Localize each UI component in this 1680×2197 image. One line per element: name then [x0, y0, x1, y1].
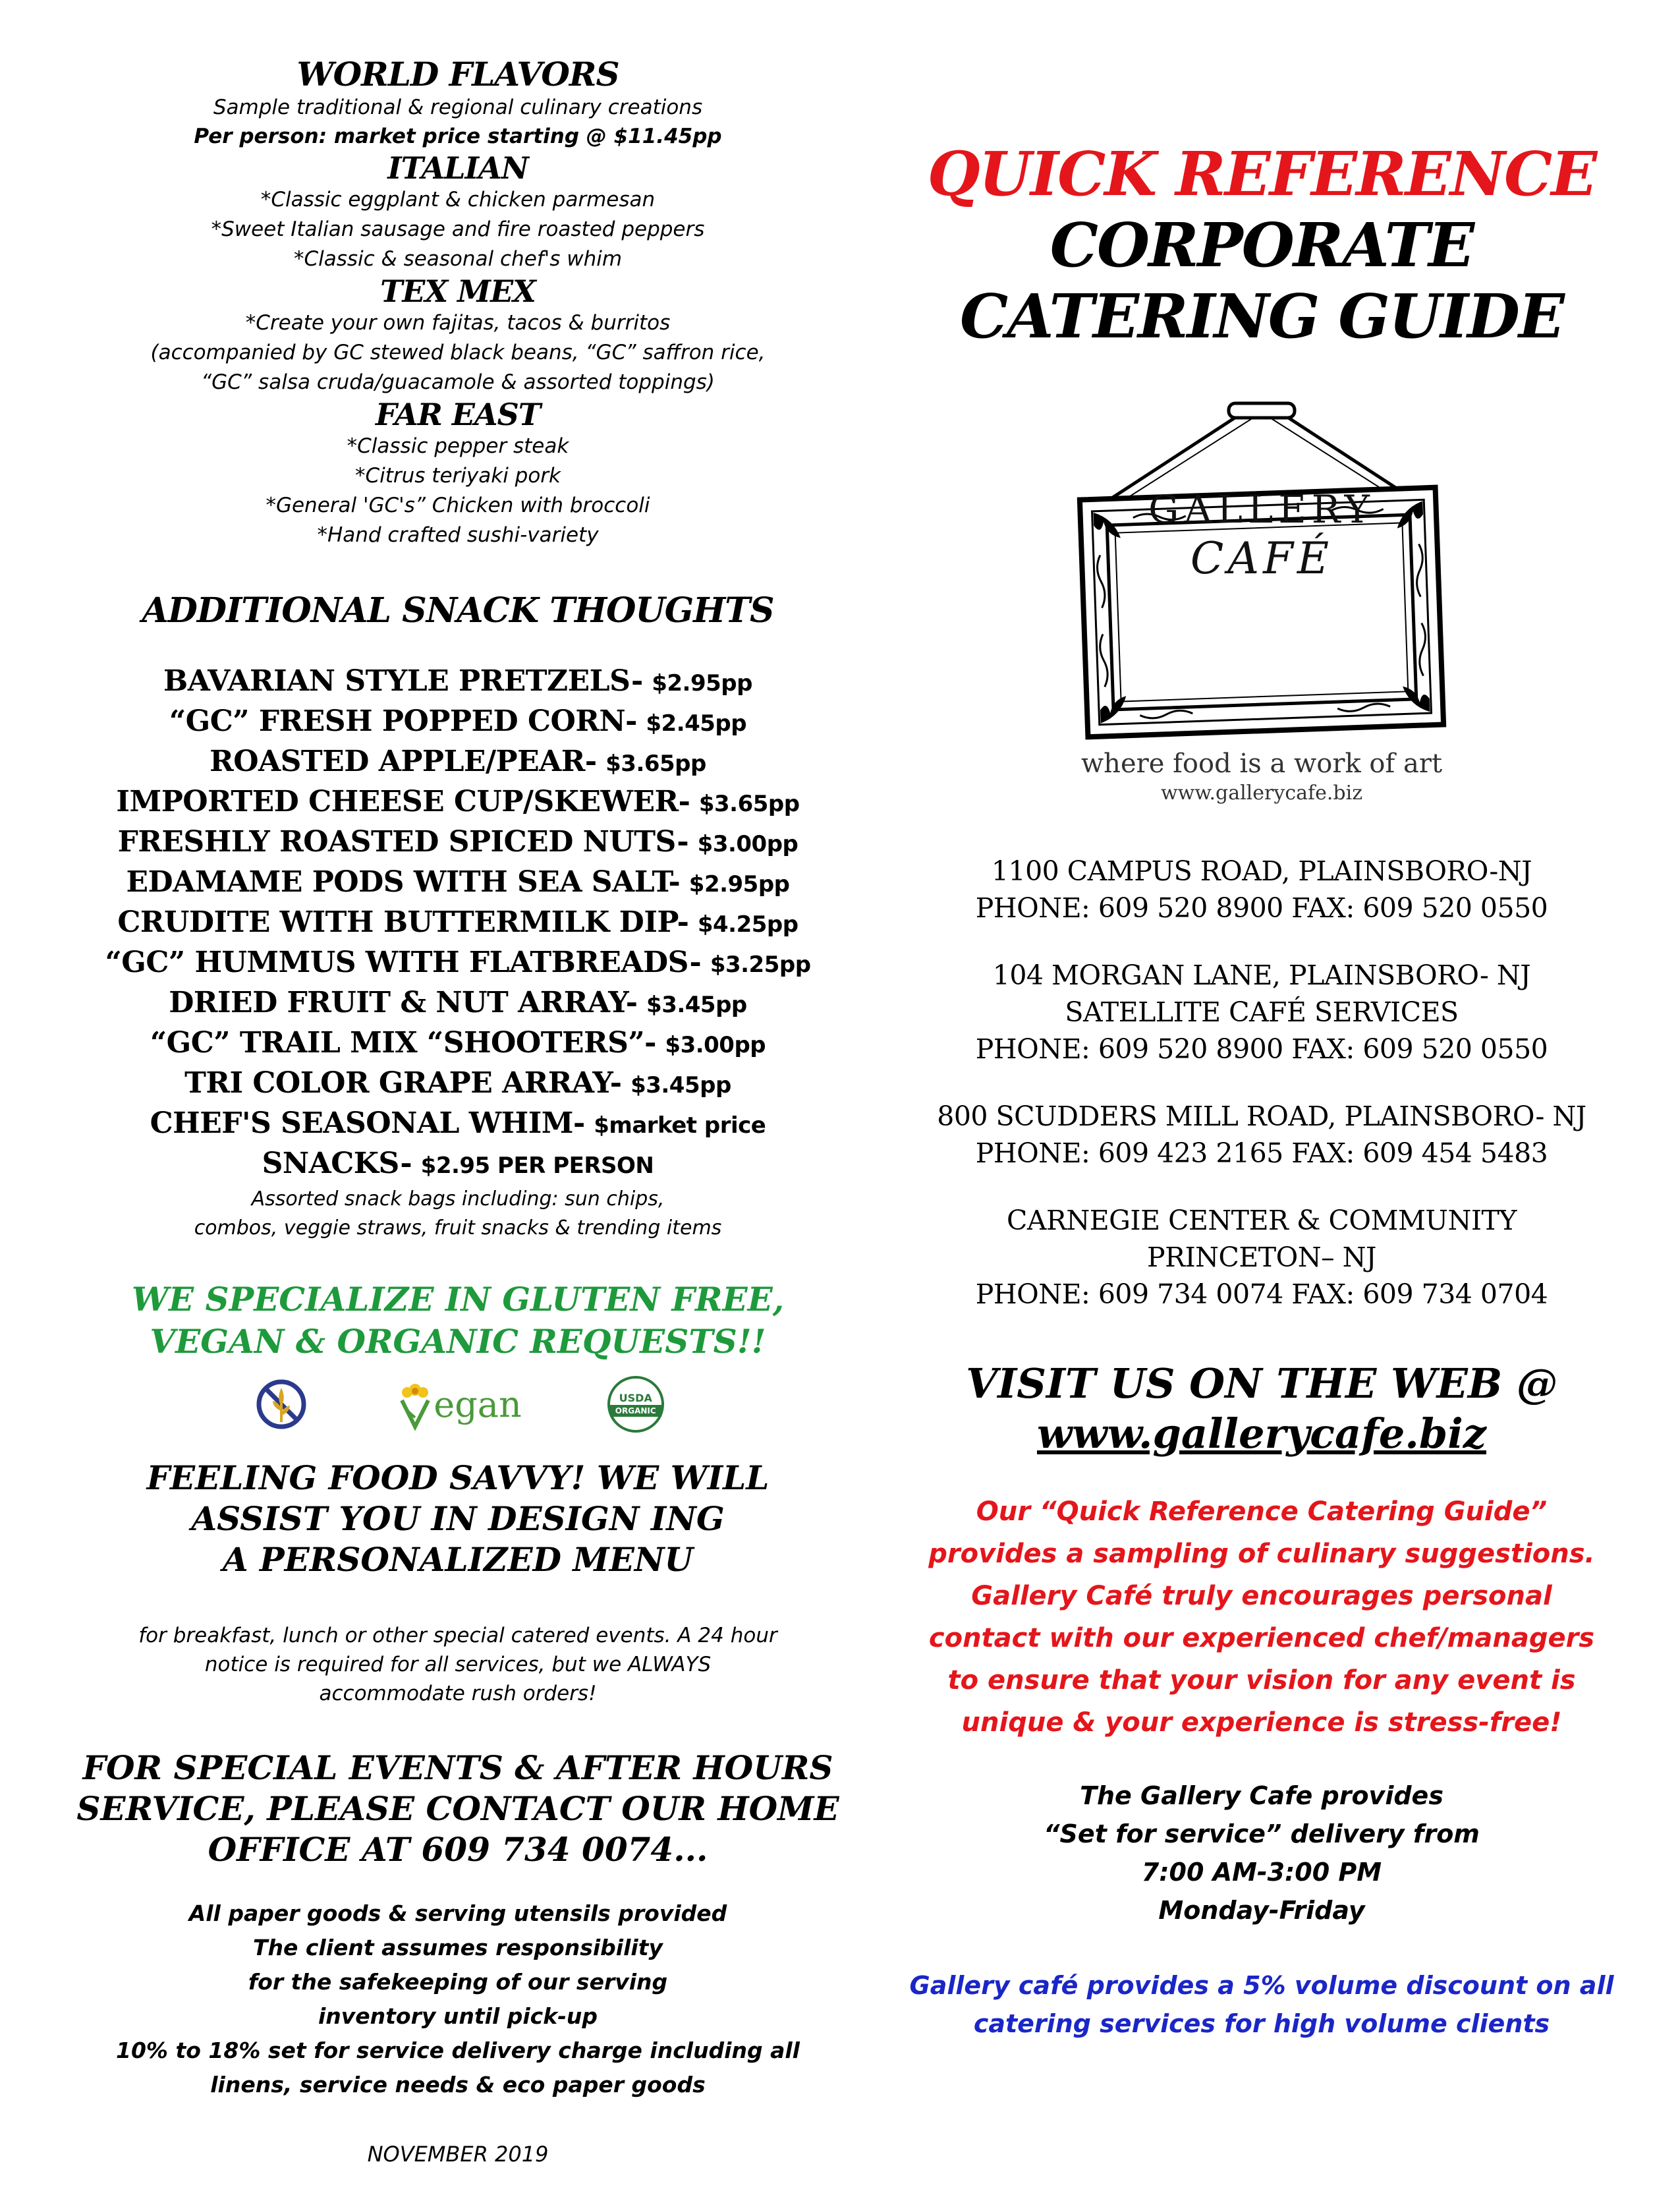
location-scudders-mill: [903, 1098, 1621, 1172]
left-column: [72, 56, 843, 2167]
world-flavors-title: WORLD FLAVORS: [296, 55, 619, 94]
vegan-logo-text: egan: [434, 1383, 522, 1425]
menu-item: *Classic & seasonal chef's whim: [293, 247, 623, 271]
menu-item: *Citrus teriyaki pork: [355, 464, 561, 488]
vegan-flower-icon: [397, 1378, 434, 1431]
snack-price: $3.45pp: [630, 1072, 731, 1098]
savvy-heading: FEELING FOOD SAVVY! WE WILL ASSIST YOU IN DESIGN ING A PERSONALIZED MENU: [146, 1458, 770, 1579]
snack-note: Assorted snack bags including: sun chips,: [251, 1187, 665, 1211]
snack-price: $2.95pp: [652, 670, 752, 697]
city-line: PRINCETON– NJ: [1146, 1241, 1376, 1273]
cuisine-title-far-east: FAR EAST: [375, 397, 541, 432]
snack-list: [72, 662, 843, 1185]
menu-item: *Hand crafted sushi-variety: [317, 523, 599, 547]
location-campus-road: [903, 853, 1621, 927]
menu-item: *Classic pepper steak: [347, 434, 569, 458]
usda-organic-icon: [607, 1376, 664, 1433]
phone-line: PHONE: 609 423 2165 FAX: 609 454 5483: [975, 1137, 1548, 1169]
phone-line: PHONE: 609 520 8900 FAX: 609 520 0550: [975, 892, 1548, 924]
snack-price: $3.00pp: [665, 1032, 766, 1058]
logo-tagline: where food is a work of art: [1080, 749, 1443, 779]
organic-text: ORGANIC: [610, 1405, 661, 1417]
snack-item: [72, 944, 843, 984]
delivery-hours-text: The Gallery Cafe provides “Set for service” delivery from 7:00 AM-3:00 PM Monday-Friday: [1044, 1781, 1480, 1925]
snack-name: BAVARIAN STYLE PRETZELS-: [163, 664, 643, 698]
vegan-logo: [397, 1378, 522, 1431]
issue-date: NOVEMBER 2019: [367, 2142, 549, 2167]
snack-item: [72, 863, 843, 903]
snack-name: CRUDITE WITH BUTTERMILK DIP-: [117, 905, 689, 939]
snack-name: FRESHLY ROASTED SPICED NUTS-: [117, 825, 689, 859]
menu-item: *Create your own fajitas, tacos & burritos: [245, 311, 671, 335]
snack-price: $3.00pp: [697, 831, 798, 857]
snack-name: EDAMAME PODS WITH SEA SALT-: [126, 865, 681, 899]
snack-name: DRIED FRUIT & NUT ARRAY-: [169, 986, 638, 1019]
volume-discount-text: Gallery café provides a 5% volume discount on all catering services for high volume clients: [909, 1971, 1614, 2038]
snack-name: “GC” HUMMUS WITH FLATBREADS-: [105, 946, 702, 979]
address-line: 800 SCUDDERS MILL ROAD, PLAINSBORO- NJ: [937, 1100, 1586, 1132]
phone-line: PHONE: 609 734 0074 FAX: 609 734 0704: [975, 1278, 1548, 1310]
special-events-heading: FOR SPECIAL EVENTS & AFTER HOURS SERVICE, PLEASE CONTACT OUR HOME OFFICE AT 609 734 0074...: [76, 1748, 839, 1869]
snack-price: $3.45pp: [646, 992, 747, 1018]
header-title-line1: QUICK REFERENCE: [927, 138, 1596, 210]
snack-name: ROASTED APPLE/PEAR-: [210, 745, 597, 778]
phone-line: PHONE: 609 520 8900 FAX: 609 520 0550: [975, 1033, 1548, 1065]
snack-item: [72, 1145, 843, 1185]
snack-item: [72, 984, 843, 1024]
notice-text: for breakfast, lunch or other special catered events. A 24 hour notice is required for all services, but we ALWAYS accommodate rush orders!: [138, 1624, 777, 1705]
cuisine-title-italian: ITALIAN: [387, 150, 528, 186]
snack-item: [72, 903, 843, 944]
snack-name: IMPORTED CHEESE CUP/SKEWER-: [116, 785, 690, 818]
snack-item: [72, 1024, 843, 1064]
gluten-free-icon: [252, 1375, 311, 1434]
snack-name: SNACKS-: [262, 1147, 412, 1180]
snack-item: [72, 1064, 843, 1104]
snack-name: “GC” TRAIL MIX “SHOOTERS”-: [150, 1026, 656, 1060]
snack-price: $3.65pp: [605, 751, 706, 777]
snack-item: [72, 1104, 843, 1145]
menu-item: *Classic eggplant & chicken parmesan: [260, 188, 656, 212]
snack-name: TRI COLOR GRAPE ARRAY-: [184, 1066, 622, 1100]
diet-logos: [72, 1375, 843, 1434]
logo-site: www.gallerycafe.biz: [1160, 782, 1363, 805]
cuisine-title-tex-mex: TEX MEX: [380, 273, 536, 309]
snack-price: $3.65pp: [698, 791, 800, 817]
specialize-line: WE SPECIALIZE IN GLUTEN FREE, VEGAN & ORGANIC REQUESTS!!: [131, 1280, 785, 1361]
promo-red-text: Our “Quick Reference Catering Guide” provides a sampling of culinary suggestions. Gallery Café truly encourages personal contact with our experienced chef/managers to ensure that your vision for any event is unique & your experience is stress-free!: [928, 1497, 1595, 1738]
snack-item: [72, 743, 843, 783]
snack-item: [72, 783, 843, 823]
snack-price: $2.95pp: [688, 871, 790, 898]
world-flavors-pricing: Per person: market price starting @ $11.45pp: [194, 125, 722, 148]
usda-text: USDA: [619, 1392, 652, 1404]
address-line: CARNEGIE CENTER & COMMUNITY: [1007, 1205, 1517, 1236]
snack-note: combos, veggie straws, fruit snacks & trending items: [194, 1216, 722, 1240]
web-heading: VISIT US ON THE WEB @ www.gallerycafe.biz: [966, 1359, 1557, 1458]
snack-price: $3.25pp: [710, 952, 811, 978]
snack-name: CHEF'S SEASONAL WHIM-: [150, 1106, 585, 1140]
snack-price: $market price: [594, 1112, 766, 1139]
address-line: 104 MORGAN LANE, PLAINSBORO- NJ: [992, 959, 1531, 991]
service-line: SATELLITE CAFÉ SERVICES: [1065, 996, 1459, 1028]
snack-price: $2.45pp: [646, 710, 747, 737]
gallery-cafe-logo: [1031, 378, 1492, 747]
location-carnegie-center: [903, 1202, 1621, 1313]
header-title-line3: CATERING GUIDE: [959, 281, 1564, 352]
header-title-line2: CORPORATE: [1050, 210, 1474, 281]
address-line: 1100 CAMPUS ROAD, PLAINSBORO-NJ: [991, 855, 1532, 887]
logo-word-gallery: GALLERY: [1148, 487, 1375, 532]
menu-item: *Sweet Italian sausage and fire roasted peppers: [211, 217, 705, 241]
logo-word-cafe: CAFÉ: [1190, 533, 1333, 584]
snack-item: [72, 702, 843, 743]
menu-item: “GC” salsa cruda/guacamole & assorted toppings): [201, 370, 715, 394]
right-column: [903, 56, 1621, 2043]
snack-price: $2.95 PER PERSON: [420, 1153, 654, 1179]
service-terms: All paper goods & serving utensils provided The client assumes responsibility for the safekeeping of our serving inventory until pick-up 10% to 18% set for service delivery charge including all linens, service needs & eco paper goods: [115, 1900, 800, 2097]
menu-item: *General 'GC's” Chicken with broccoli: [266, 494, 650, 517]
specialize-block: [72, 1278, 843, 1363]
website-link[interactable]: www.gallerycafe.biz: [1037, 1410, 1486, 1458]
snack-price: $4.25pp: [697, 911, 798, 938]
world-flavors-subtitle: Sample traditional & regional culinary creations: [213, 96, 703, 119]
snack-item: [72, 823, 843, 863]
menu-item: (accompanied by GC stewed black beans, “GC” saffron rice,: [150, 341, 766, 364]
snack-item: [72, 662, 843, 702]
snacks-title: ADDITIONAL SNACK THOUGHTS: [142, 590, 774, 631]
location-morgan-lane: [903, 957, 1621, 1068]
snack-name: “GC” FRESH POPPED CORN-: [169, 704, 637, 738]
